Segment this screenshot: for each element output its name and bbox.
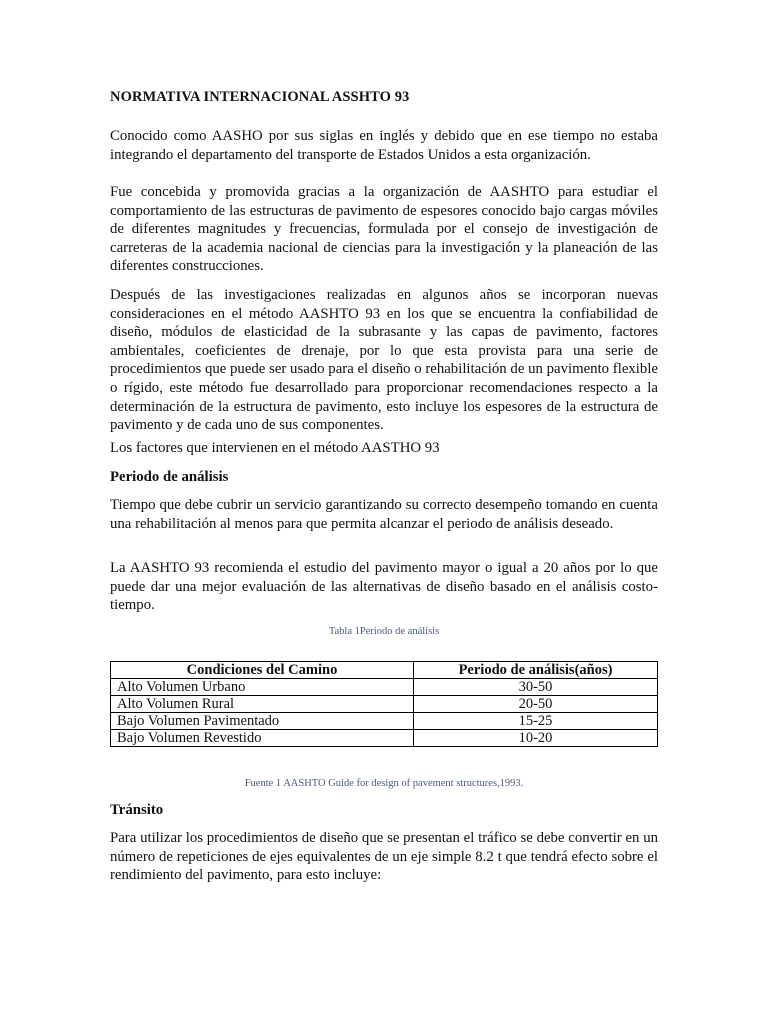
heading-periodo-analisis: Periodo de análisis — [110, 469, 229, 485]
paragraph-factors: Los factores que intervienen en el método AASTHO 93 — [110, 440, 440, 456]
paragraph-history: Fue concebida y promovida gracias a la organización de AASHTO para estudiar el comportamiento de las estructuras de pavimento de espesores conocido bajo cargas móviles de diferentes magnitudes y frecuencias, formulada por el consejo de investigación de carreteras de la academia nacional de ciencias para la investigación y la planeación de las diferentes construcciones. — [110, 184, 658, 275]
table-row — [111, 696, 658, 713]
table-cell-condition: Alto Volumen Urbano — [111, 679, 414, 696]
table-cell-condition: Bajo Volumen Pavimentado — [111, 713, 414, 730]
table-row — [111, 730, 658, 747]
heading-transito: Tránsito — [110, 802, 164, 818]
table-cell-period: 15-25 — [414, 713, 658, 730]
paragraph-transito: Para utilizar los procedimientos de diseño que se presentan el tráfico se debe convertir en un número de repeticiones de ejes equivalentes de un eje simple 8.2 t que tendrá efecto sobre el rendimiento del pavimento, para esto incluye: — [110, 830, 658, 884]
table-header-conditions: Condiciones del Camino — [111, 662, 414, 679]
analysis-period-table — [110, 661, 658, 747]
paragraph-periodo-recommendation: La AASHTO 93 recomienda el estudio del pavimento mayor o igual a 20 años por lo que puede dar una mejor evaluación de las alternativas de diseño basado en el análisis costo-tiempo. — [110, 560, 658, 614]
table-row — [111, 679, 658, 696]
table-cell-period: 30-50 — [414, 679, 658, 696]
table-cell-condition: Alto Volumen Rural — [111, 696, 414, 713]
table-cell-period: 20-50 — [414, 696, 658, 713]
table-header-period: Periodo de análisis(años) — [414, 662, 658, 679]
table-cell-period: 10-20 — [414, 730, 658, 747]
table-cell-condition: Bajo Volumen Revestido — [111, 730, 414, 747]
document-title: NORMATIVA INTERNACIONAL ASSHTO 93 — [110, 89, 410, 105]
table-header-row — [111, 662, 658, 679]
paragraph-periodo-desc: Tiempo que debe cubrir un servicio garantizando su correcto desempeño tomando en cuenta una rehabilitación al menos para que permita alcanzar el periodo de análisis deseado. — [110, 497, 658, 532]
paragraph-considerations: Después de las investigaciones realizadas en algunos años se incorporan nuevas consideraciones en el método AASHTO 93 en los que se encuentra la confiabilidad de diseño, módulos de elasticidad de la subrasante y las capas de pavimento, factores ambientales, coeficientes de drenaje, por lo que esta provista para una serie de procedimientos que puede ser usado para el diseño o rehabilitación de un pavimento flexible o rígido, este método fue desarrollado para proporcionar recomendaciones respecto a la determinación de la estructura de pavimento, esto incluye los espesores de la estructura de pavimento y de cada uno de sus componentes. — [110, 287, 658, 434]
table-row — [111, 713, 658, 730]
table-source: Fuente 1 AASHTO Guide for design of pavement structures,1993. — [244, 778, 524, 789]
paragraph-intro: Conocido como AASHO por sus siglas en inglés y debido que en ese tiempo no estaba integrando el departamento del transporte de Estados Unidos a esta organización. — [110, 128, 658, 163]
table-caption: Tabla 1Periodo de análisis — [328, 626, 440, 637]
